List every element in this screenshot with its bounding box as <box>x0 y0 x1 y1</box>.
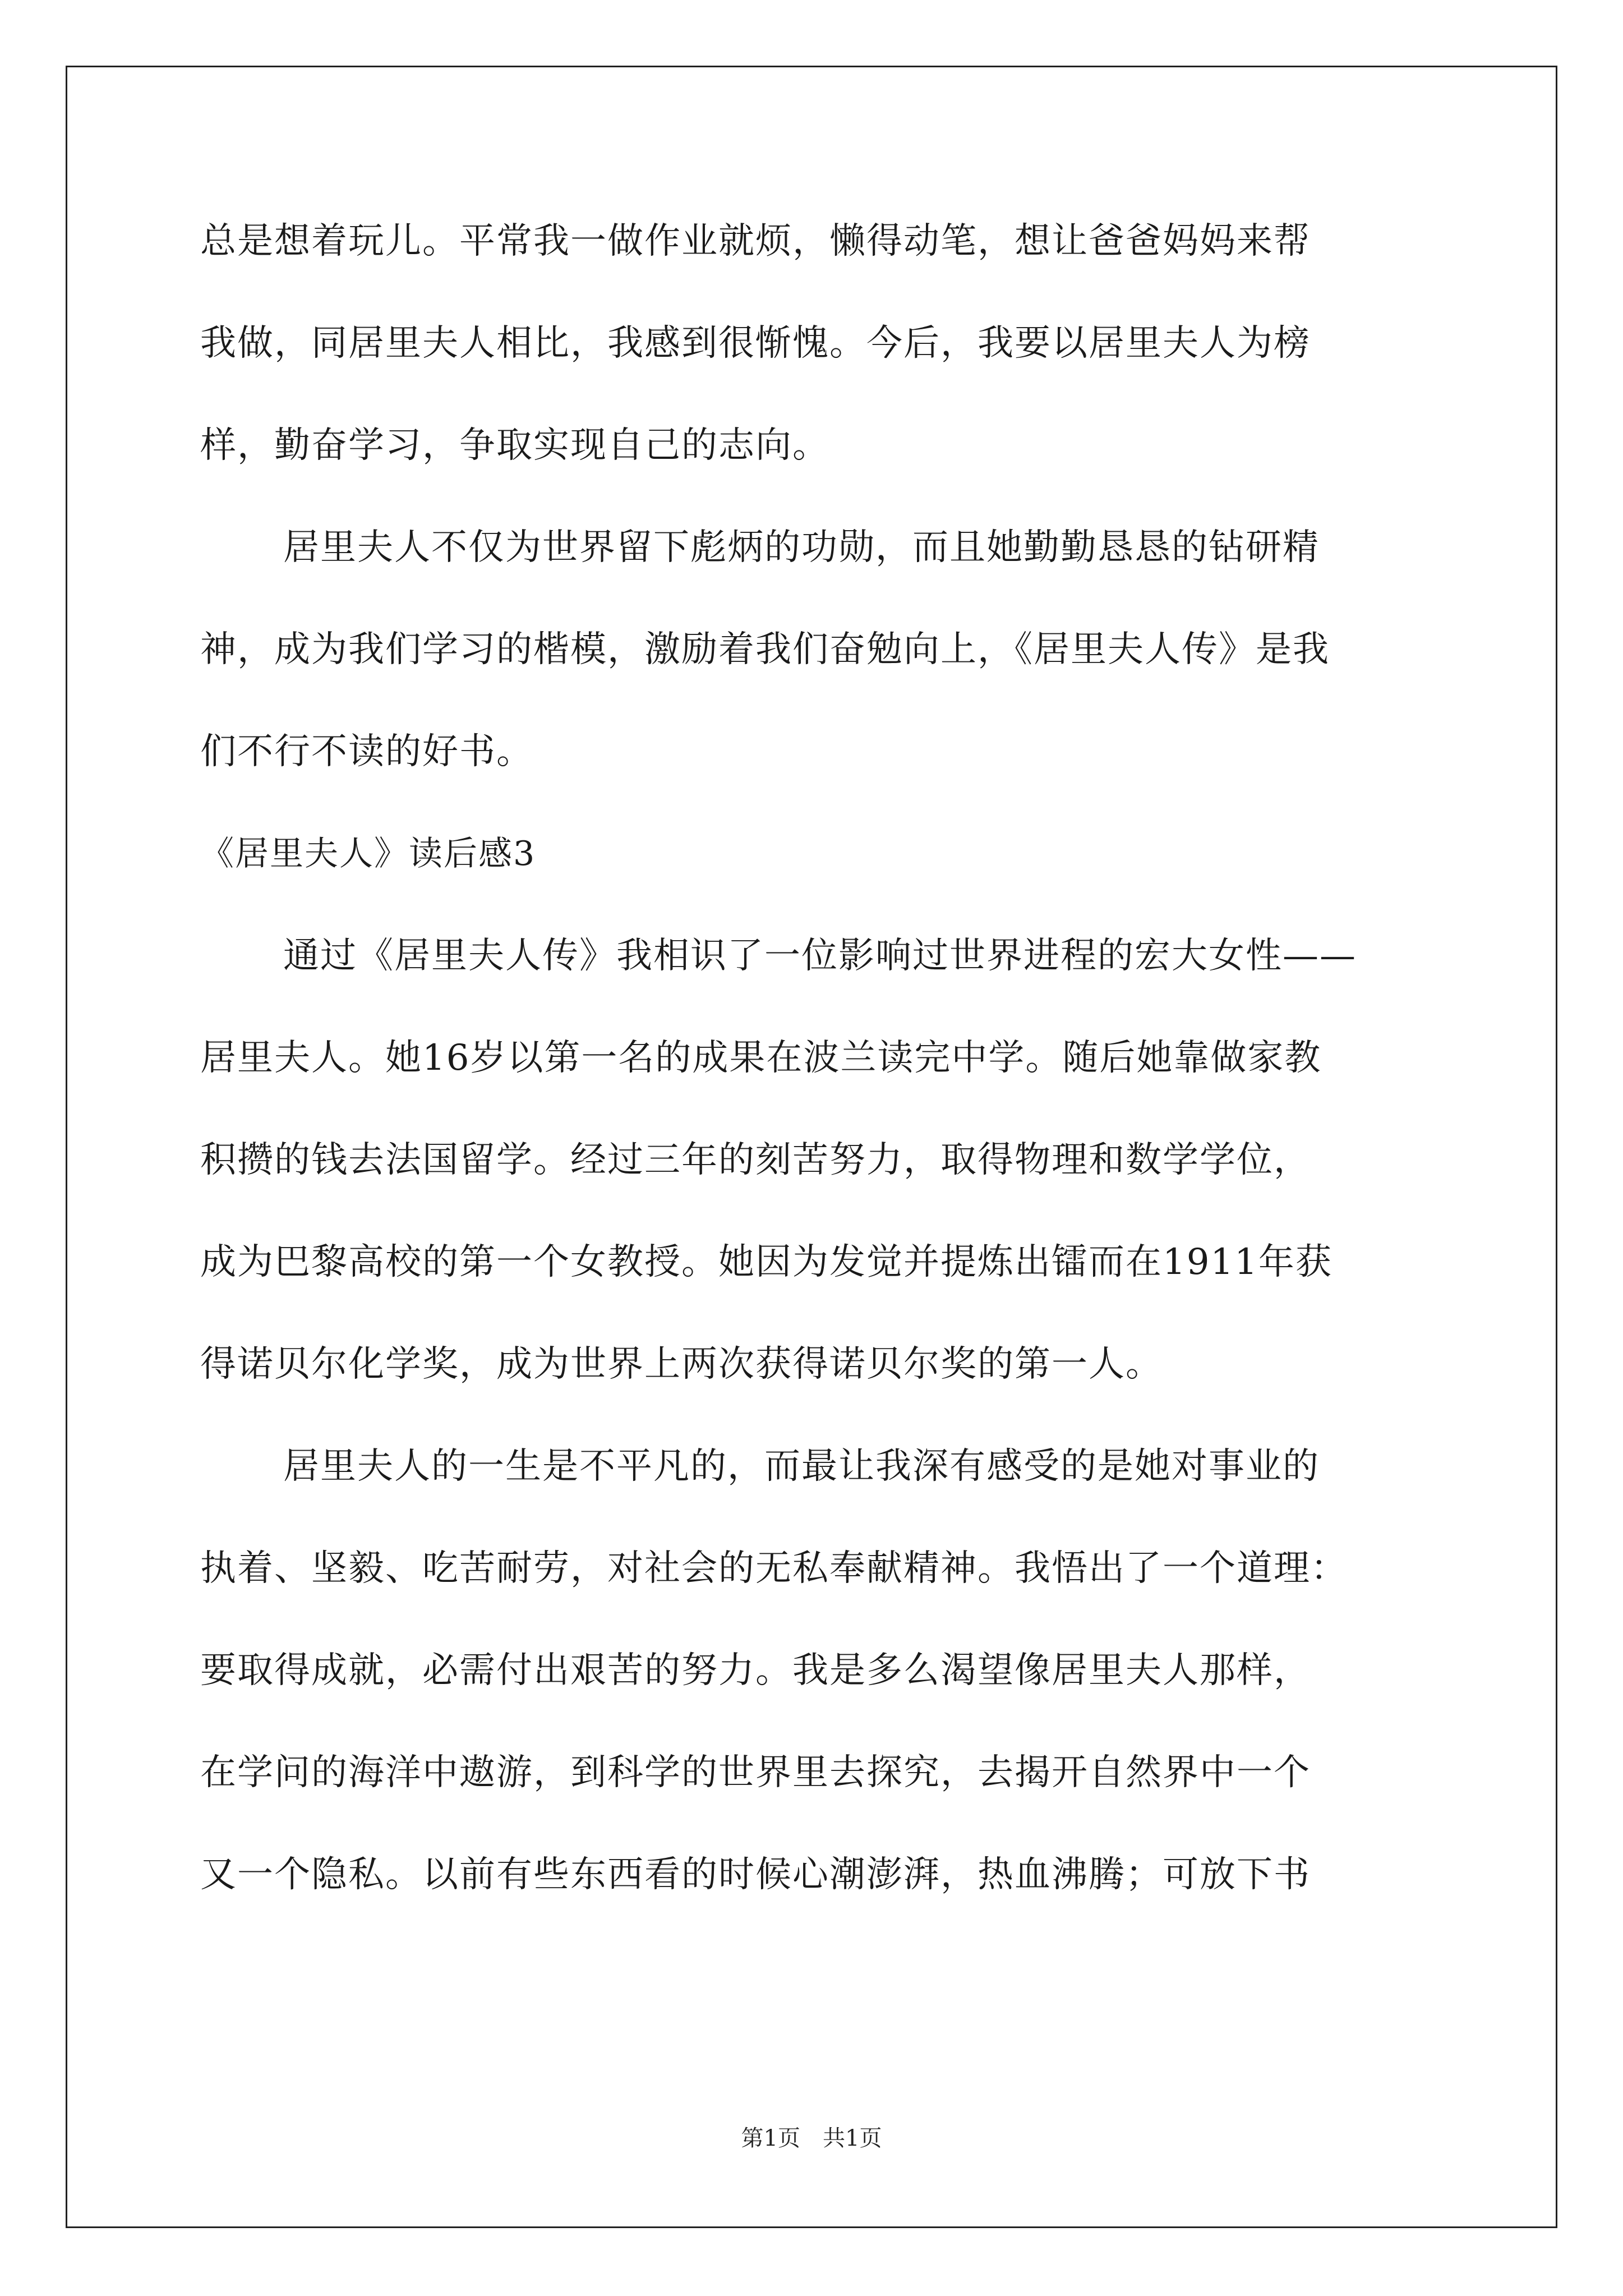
text-line: 积攒的钱去法国留学。经过三年的刻苦努力，取得物理和数学学位， <box>200 1139 1311 1181</box>
text-line: 神，成为我们学习的楷模，激励着我们奋勉向上，《居里夫人传》是我 <box>200 629 1330 670</box>
text-line: 得诺贝尔化学奖，成为世界上两次获得诺贝尔奖的第一人。 <box>200 1343 1163 1385</box>
text-line: 我做，同居里夫人相比，我感到很惭愧。今后，我要以居里夫人为榜 <box>200 323 1311 364</box>
paragraph-start-line: 居里夫人的一生是不平凡的，而最让我深有感受的是她对事业的 <box>283 1446 1320 1487</box>
text-line: 要取得成就，必需付出艰苦的努力。我是多么渴望像居里夫人那样， <box>200 1650 1311 1691</box>
text-line: 居里夫人。她16岁以第一名的成果在波兰读完中学。随后她靠做家教 <box>200 1037 1322 1079</box>
paragraph-start-line: 通过《居里夫人传》我相识了一位影响过世界进程的宏大女性—— <box>283 935 1357 977</box>
text-line: 在学问的海洋中遨游，到科学的世界里去探究，去揭开自然界中一个 <box>200 1752 1311 1793</box>
document-body <box>200 216 1423 1952</box>
text-line: 们不行不读的好书。 <box>200 731 533 772</box>
text-line: 成为巴黎高校的第一个女教授。她因为发觉并提炼出镭而在1911年获 <box>200 1241 1332 1283</box>
page-number-label: 第1页 共1页 <box>741 2125 882 2151</box>
page-footer <box>0 2125 1623 2152</box>
paragraph-start-line: 居里夫人不仅为世界留下彪炳的功勋，而且她勤勤恳恳的钻研精 <box>283 527 1320 568</box>
text-line: 总是想着玩儿。平常我一做作业就烦，懒得动笔，想让爸爸妈妈来帮 <box>200 220 1311 262</box>
text-line: 又一个隐私。以前有些东西看的时候心潮澎湃，热血沸腾；可放下书 <box>200 1854 1311 1895</box>
text-line: 执着、坚毅、吃苦耐劳，对社会的无私奉献精神。我悟出了一个道理： <box>200 1548 1348 1589</box>
section-heading: 《居里夫人》读后感3 <box>200 834 536 873</box>
text-line: 样，勤奋学习，争取实现自己的志向。 <box>200 425 829 466</box>
